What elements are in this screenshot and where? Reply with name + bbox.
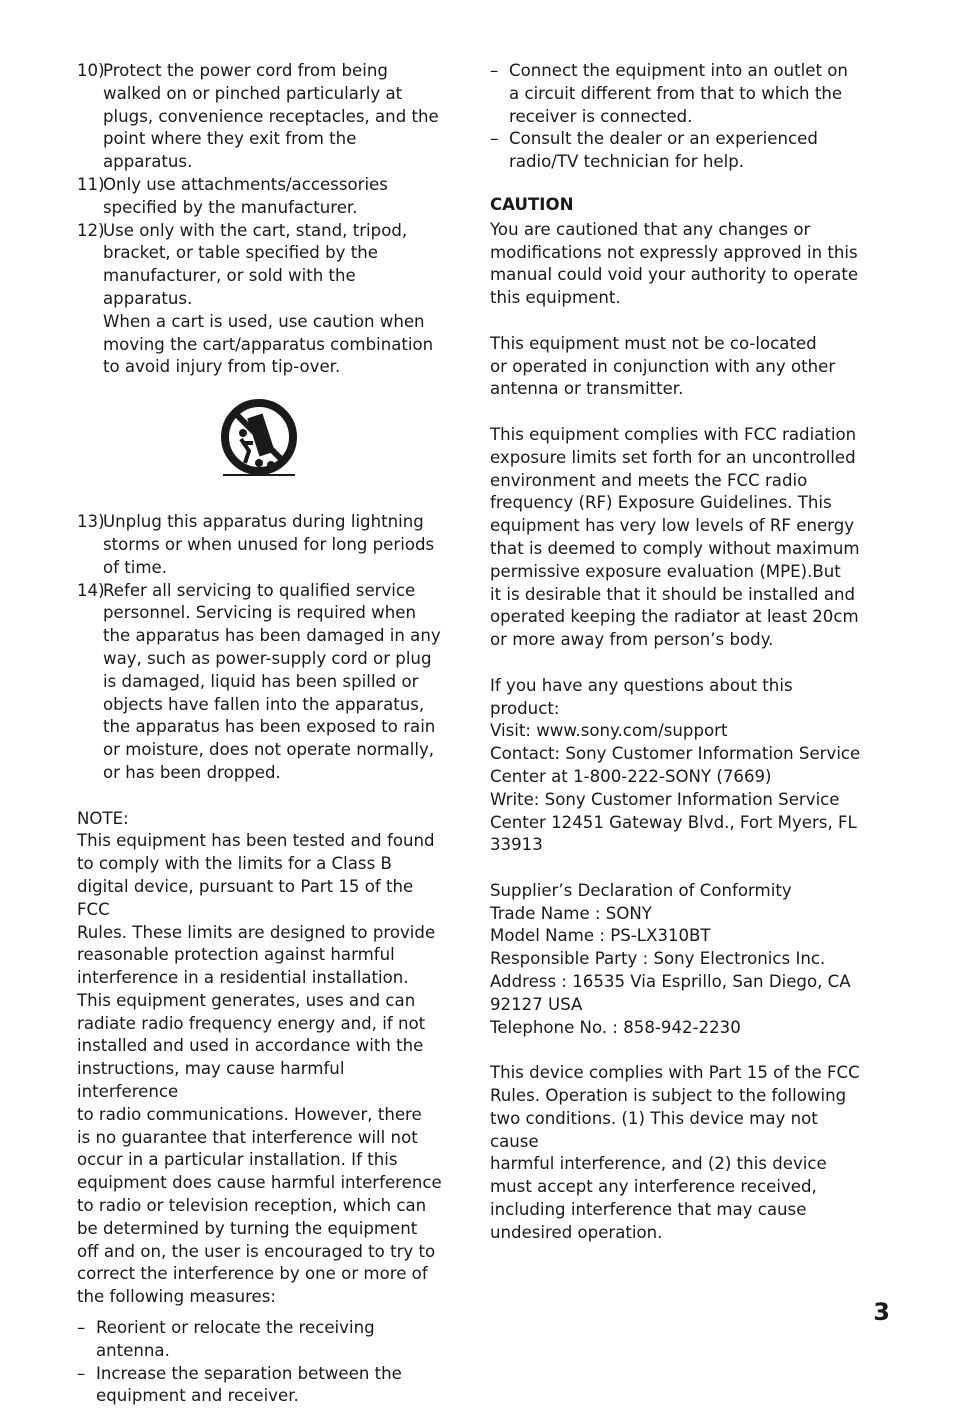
measure-text: Consult the dealer or an experienced radio/TV technician for help.: [509, 129, 818, 172]
caution-heading: CAUTION: [490, 194, 574, 214]
rf-exposure-paragraph: This equipment complies with FCC radiation exposure limits set forth for an uncontrolled environment and meets the FCC radio frequency (RF) Exposure Guidelines. This equipment has very low levels of RF energy that is deemed to comply without maximum permissive exposure evaluation (MPE).But it is desirable that it should be installed and operated keeping the radiator at least 20cm or more away from person’s body.: [490, 424, 860, 650]
colocation-paragraph: This equipment must not be co-located or operated in conjunction with any other antenna or transmitter.: [490, 333, 836, 399]
list-item: [490, 60, 862, 128]
dash-marker: –: [490, 129, 499, 149]
cart-warning-figure: [77, 379, 449, 511]
left-column: [77, 60, 449, 1408]
caution-paragraph: You are cautioned that any changes or modifications not expressly approved in this manual could void your authority to operate this equipment.: [490, 219, 859, 308]
right-column: [490, 60, 862, 1245]
list-item-text: Refer all servicing to qualified service personnel. Servicing is required when the apparatus has been damaged in any way, such as power-supply cord or plug is damaged, liquid has been spilled or objects have fallen into the apparatus, the apparatus has been exposed to rain or moisture, does not operate normally, or has been dropped.: [103, 580, 441, 782]
list-item-text: Unplug this apparatus during lightning storms or when unused for long periods of time.: [103, 512, 435, 577]
list-item-text: Only use attachments/accessories specified by the manufacturer.: [103, 174, 388, 217]
list-item-number: 13): [77, 512, 105, 532]
note-text: This equipment has been tested and found to comply with the limits for a Class B digital device, pursuant to Part 15 of the FCC Rules. These limits are designed to provide reasonable protection against harmful interference in a residential installation. This equipment generates, uses and can radiate radio frequency energy and, if not installed and used in accordance with the instructions, may cause harmful interference to radio communications. However, there is no guarantee that interference will not occur in a particular installation. If this equipment does cause harmful interference to radio or television reception, which can be determined by turning the equipment off and on, the user is encouraged to try to correct the interference by one or more of the following measures:: [77, 831, 442, 1307]
list-item: [77, 1317, 449, 1363]
measure-text: Increase the separation between the equipment and receiver.: [96, 1363, 402, 1406]
list-item: [77, 174, 449, 220]
dash-marker: –: [490, 61, 499, 80]
cart-tip-over-warning-icon: [219, 399, 299, 479]
contact-paragraph: If you have any questions about this product: Visit: www.sony.com/support Contact: Sony Customer Information Service Center at 1-800-222-SONY (7669) Write: Sony Customer Information Service Center 12451 Gateway Blvd., Fort Myers, FL 33913: [490, 675, 861, 855]
list-item: [490, 128, 862, 174]
list-item-number: 14): [77, 580, 105, 600]
list-item: [77, 1363, 449, 1408]
list-item-number: 12): [77, 220, 105, 240]
list-item: [77, 220, 449, 380]
fcc-compliance-paragraph: This device complies with Part 15 of the FCC Rules. Operation is subject to the following two conditions. (1) This device may not cause harmful interference, and (2) this device must accept any interference received, including interference that may cause undesired operation.: [490, 1063, 860, 1242]
list-item: [77, 580, 449, 785]
list-item-number: 10): [77, 61, 105, 80]
measure-text: Reorient or relocate the receiving antenna.: [96, 1318, 375, 1360]
page-number: 3: [873, 1298, 890, 1326]
list-item-number: 11): [77, 174, 105, 194]
note-label: NOTE:: [77, 808, 129, 828]
list-item-text: Protect the power cord from being walked on or pinched particularly at plugs, convenience receptacles, and the point where they exit from the apparatus.: [103, 61, 439, 172]
dash-marker: –: [77, 1318, 86, 1338]
dash-marker: –: [77, 1363, 86, 1383]
list-item-text: Use only with the cart, stand, tripod, bracket, or table specified by the manufacturer, or sold with the apparatus. When a cart is used, use caution when moving the cart/apparatus combination to avoid injury from tip-over.: [103, 220, 434, 377]
measure-text: Connect the equipment into an outlet on a circuit different from that to which the receiver is connected.: [509, 61, 848, 126]
list-item: [77, 511, 449, 579]
list-item: [77, 60, 449, 174]
conformity-paragraph: Supplier’s Declaration of Conformity Trade Name : SONY Model Name : PS-LX310BT Responsible Party : Sony Electronics Inc. Address : 16535 Via Esprillo, San Diego, CA 92127 USA Telephone No. : 858-942-2230: [490, 880, 851, 1037]
